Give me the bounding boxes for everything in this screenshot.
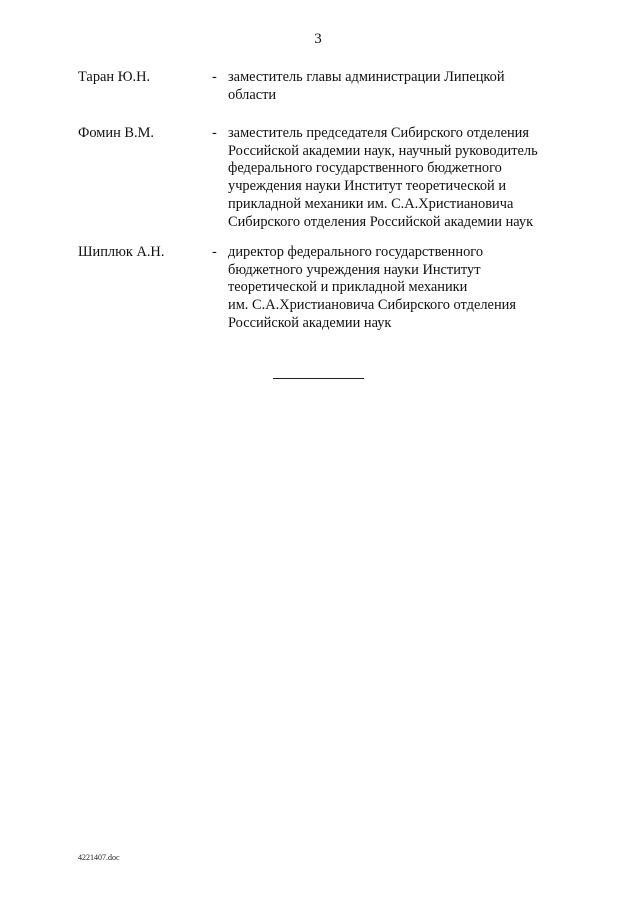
member-dash: - [212, 244, 217, 260]
document-file-code: 4221407.doc [78, 853, 120, 862]
page-number: 3 [314, 31, 322, 47]
member-name: Фомин В.М. [78, 125, 154, 141]
member-position: заместитель главы администрации Липецкой области [228, 69, 505, 103]
member-position: директор федерального государственного бюджетного учреждения науки Институт теоретической и прикладной механики им. С.А.Христиановича Сибирского отделения Российской академии наук [228, 244, 516, 331]
member-position: заместитель председателя Сибирского отделения Российской академии наук, научный руководитель федерального государственного бюджетного учреждения науки Институт теоретической и прикладной механики им. С.А.Христиановича Сибирского отделения Российской академии наук [228, 125, 538, 230]
member-dash: - [212, 69, 217, 85]
member-dash: - [212, 125, 217, 141]
end-of-list-divider [273, 378, 364, 379]
divider-segment [335, 378, 364, 379]
member-name: Шиплюк А.Н. [78, 244, 165, 260]
member-name: Таран Ю.Н. [78, 69, 151, 85]
